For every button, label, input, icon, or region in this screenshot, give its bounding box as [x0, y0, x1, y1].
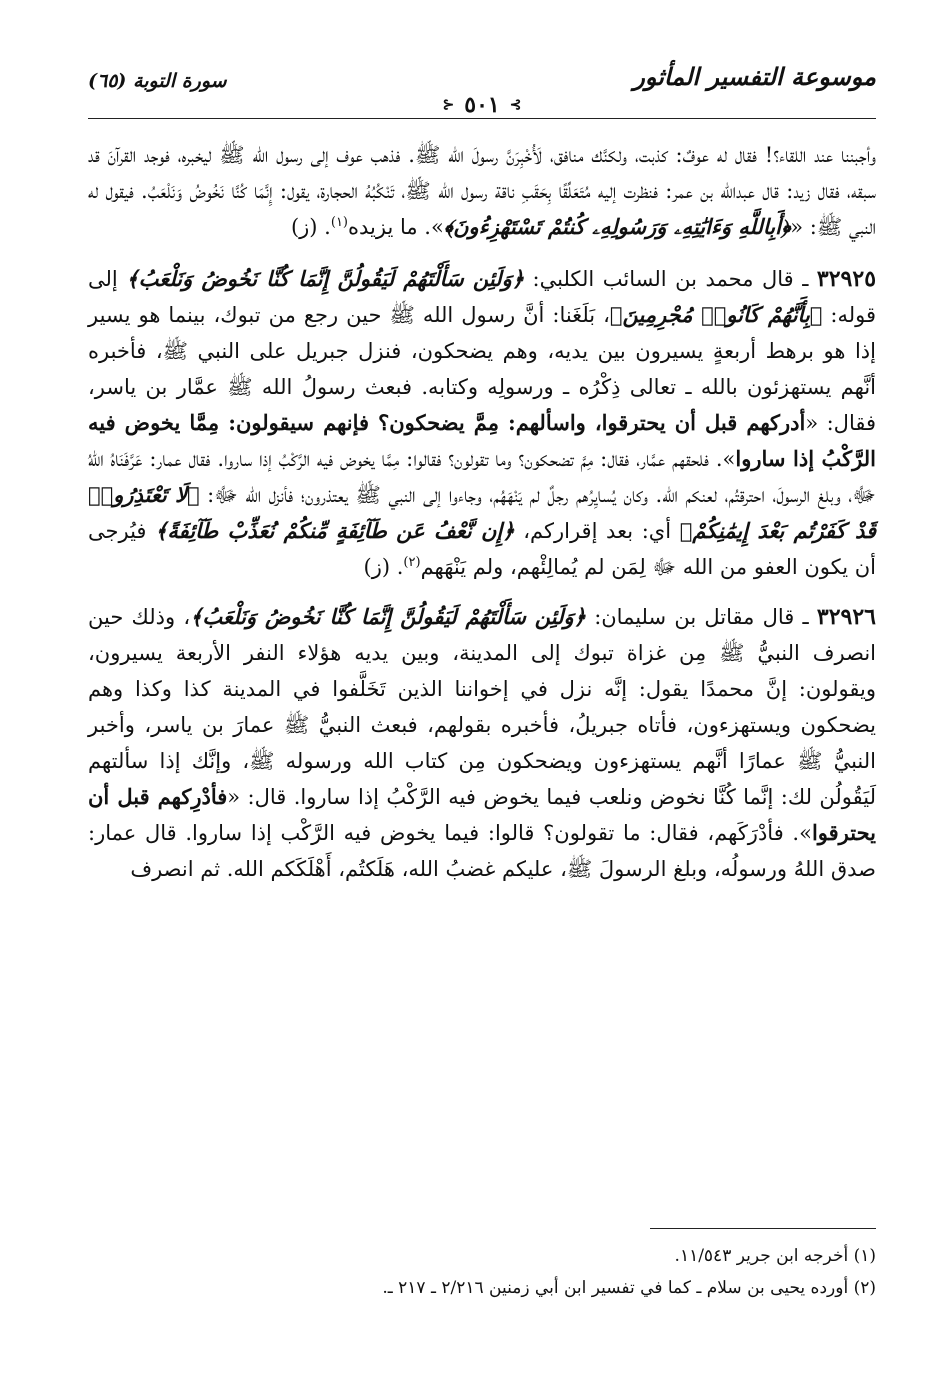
quran-verse: ﴿أَبِاللَّهِ وَءَايَٰتِهِۦ وَرَسُولِهِۦ كُنتُمْ تَسْتَهْزِءُونَ﴾ [443, 214, 791, 239]
text-segment: ـ قال مقاتل بن سليمان: [585, 605, 817, 629]
text-segment: ». فأدْرَكَهم، فقال: ما تقولون؟ قالوا: فيما يخوض فيه الرَّكْب إذا ساروا. قال عمار: صدق اللهُ ورسولُه، وبلغ الرسولَ ﷺ، عليكم غضبُ الله، هَلَكتُم، أَهْلَكَكم الله. ثم انصرف [88, 821, 876, 881]
page-number-block [437, 92, 528, 118]
book-page [88, 56, 876, 1346]
main-text [88, 137, 876, 887]
text-segment: ، بَلَغَنا: أنَّ رسول الله ﷺ حين رجع من تبوك، بينما هو يسير إذا هو برهط أربعةٍ يسيرون بين يديه، وهم يضحكون، فنزل جبريل على النبي ﷺ، فأخبره أنَّهم يستهزئون بالله ـ تعالى ذِكْرُه ـ ورسولِه وكتابه. فبعث رسولُ الله ﷺ عمَّار بن ياسر، فقال: « [88, 303, 876, 435]
page-number: ٥٠١ [464, 92, 500, 118]
hadith-quote: أدركهم قبل أن يحترقوا، واسألهم: مِمَّ يضحكون؟ فإنهم سيقولون: مِمَّا يخوض فيه الرَّكْبُ إذا ساروا [88, 410, 876, 471]
text-segment: . (ز) [290, 215, 331, 239]
ornament-right-icon: ⊱ [509, 97, 522, 113]
quran-verse: ﴿إِن نَّعْفُ عَن طَآئِفَةٍ مِّنكُمْ نُعَذِّبْ طَآئِفَةً﴾ [155, 518, 515, 543]
entry-number: ٣٢٩٢٦ [816, 604, 876, 630]
text-segment: ـ قال محمد بن السائب الكلبي: [524, 267, 817, 291]
text-segment: . (ز) [363, 555, 404, 579]
footnote-divider [650, 1228, 876, 1229]
text-segment: ، وذلك حين انصرف النبيُّ ﷺ مِن غزاة تبوك إلى المدينة، وبين يديه هؤلاء النفر الأربعة يسيرون، ويقولون: إنَّ محمدًا يقول: إنَّه نزل في إخواننا الذين تَخَلَّفوا في المدينة كذا وكذا وهم يضحكون ويستهزءون، فأتاه جبريلُ، فأخبره بقولهم، فبعث النبيُّ ﷺ عمارَ بن ياسر، وأخبر النبيُّ ﷺ عمارًا أنَّهم يستهزءون ويضحكون مِن كتاب الله ورسوله ﷺ، وإنَّك إذا سألتهم لَيَقُولُن لك: إنَّما كُنَّا نخوض ونلعب فيما يخوض فيه الرَّكْبُ إذا ساروا. قال: « [88, 605, 876, 809]
paragraph-32926 [88, 599, 876, 887]
text-segment: أي: بعد إقراركم، [514, 519, 680, 543]
hadith-quote: فأدْرِكهم قبل أن يحترقوا [88, 784, 876, 845]
surah-title: سورة التوبة (٦٥) [88, 70, 227, 92]
text-segment: ». فلحقهم عمَّار، فقال: مِمَّ تضحكون؟ وما تقولون؟ فقالوا: مِمَّا يخوض فيه الرَّكْبُ إذا ساروا. فقال عمار: عَرَّفَنَاهُ اللهُ ﷻ، وبلغ الرسولَ، احترقتُم، لعنكم الله. وكان يُسايِرُهم رجلٌ لم يَنْهَهُم، وجاءوا إلى النبي ﷺ يعتذرون؛ فأنزل الله ﷻ: [88, 447, 876, 507]
text-segment: وأجبننا عند اللقاء؟! فقال له عوفٌ: كذبت، ولكنَّك منافق، لَأُخْبِرَنَّ رسولَ الله ﷺ. فذهب عوف إلى رسول الله ﷺ ليخبره، فوجد القرآنَ قد سبقه، فقال زيد: قال عبدالله بن عمر: فنظرت إليه مُتَعَلِّقًا بِحَقَبِ ناقة رسول الله ﷺ، تَنْكُبُهُ الحجارة، يقول: إِنَّمَا كُنَّا نَخُوضُ وَنَلْعَبُ. فيقول له النبي ﷺ: « [88, 143, 876, 239]
entry-number: ٣٢٩٢٥ [816, 266, 877, 292]
footnote-ref: (٢) [403, 555, 421, 570]
footnote-2: (٢) أورده يحيى بن سلام ـ كما في تفسير ابن أبي زمنين ٢/٢١٦ ـ ٢١٧ ـ. [382, 1278, 876, 1298]
text-segment: ». ما يزيده [348, 215, 444, 239]
footnote-ref: (١) [330, 215, 348, 230]
paragraph-1 [88, 137, 876, 245]
paragraph-32925 [88, 261, 876, 585]
quran-verse: ﴿لَا تَعْتَذِرُوا۟ قَدْ كَفَرْتُم بَعْدَ إِيمَٰنِكُمْ﴾ [88, 482, 877, 543]
ornament-left-icon: ⊰ [442, 97, 455, 113]
quran-verse: ﴿وَلَئِن سَأَلْتَهُمْ لَيَقُولُنَّ إِنَّمَا كُنَّا نَخُوضُ وَنَلْعَبُ﴾ [190, 604, 586, 629]
text-segment: فيُرجى أن يكون العفو من الله ﷻ لِمَن لم يُمالِئْهم، ولم يَنْهَهم [88, 519, 876, 579]
page-header [88, 56, 876, 119]
footnotes [88, 1240, 876, 1304]
quran-verse: ﴿بِأَنَّهُمْ كَانُوا۟ مُجْرِمِينَ﴾ [609, 302, 823, 327]
quran-verse: ﴿وَلَئِن سَأَلْتَهُمْ لَيَقُولُنَّ إِنَّمَا كُنَّا نَخُوضُ وَنَلْعَبُ﴾ [126, 266, 525, 291]
text-segment: إلى قوله: [88, 267, 877, 327]
book-title: موسوعة التفسير المأثور [633, 62, 876, 91]
footnote-1: (١) أخرجه ابن جرير ١١/٥٤٣. [674, 1246, 876, 1266]
